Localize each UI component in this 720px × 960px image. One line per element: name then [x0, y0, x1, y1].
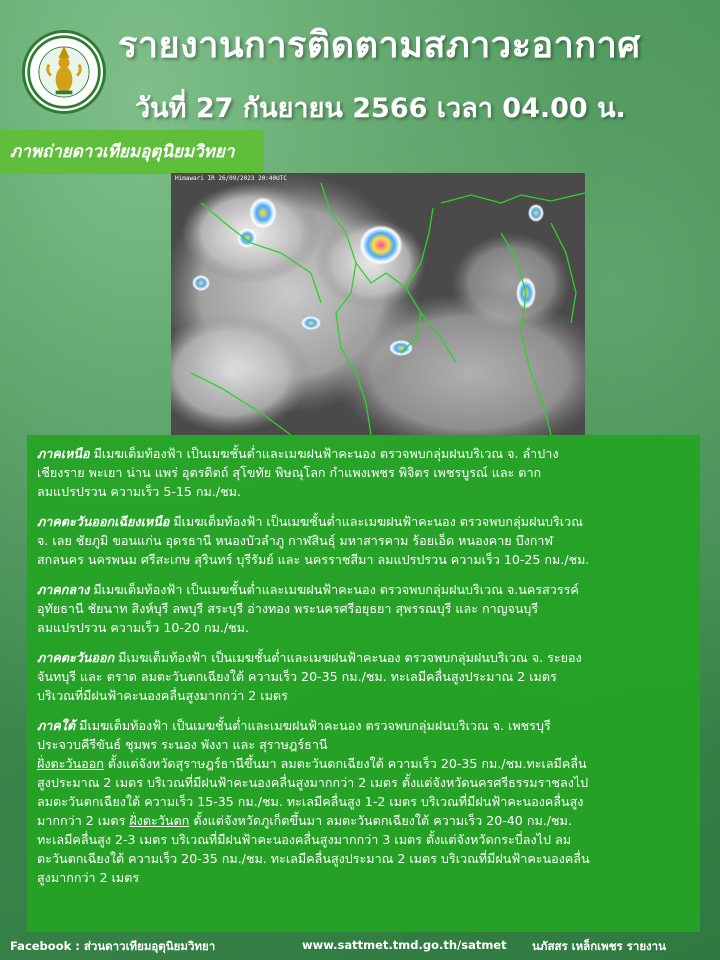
east-coast-label: ฝั่งตะวันออก	[37, 756, 104, 771]
page-title: รายงานการติดตามสภาวะอากาศ	[118, 25, 641, 66]
west-coast-text: ตั้งแต่จังหวัดภูเก็ตขึ้นมา ลมตะวันตกเฉียงใต้ ความเร็ว 20-40 กม./ชม. ทะเลมีคลื่นสูง 2-3 เมตร บริเวณที่มีฝนฟ้าคะนองคลื่นสูงมากกว่า 3 เมตร ตั้งแต่จังหวัดกระบี่ลงไป ลม ตะวันตกเฉียงใต้ ความเร็ว 20-35 กม./ชม. ทะเลมีคลื่นสูงประมาณ 2 เมตร บริเวณที่มีฝนฟ้าคะนองคลื่น สูงมากกว่า 2 เมตร	[37, 813, 590, 885]
region-text: มีเมฆเต็มท้องฟ้า เป็นเมฆชั้นต่ำและเมฆฝนฟ้าคะนอง ตรวจพบกลุ่มฝนบริเวณ จ. เลย ชัยภูมิ ขอนแก่น อุดรธานี หนองบัวลำภู กาฬสินธุ์ มหาสารคาม ร้อยเอ็ด หนองคาย บึงกาฬ สกลนคร นครพนม ศรีสะเกษ สุรินทร์ บุรีรัมย์ และ นครราชสีมา ลมแปรปรวน ความเร็ว 10-25 กม./ชม.	[37, 514, 590, 567]
footer	[0, 936, 720, 956]
satellite-image	[171, 173, 585, 435]
region-north	[37, 444, 690, 501]
satellite-caption: Himawari IR 26/09/2023 20:40UTC	[175, 175, 287, 182]
report-date: วันที่ 27 กันยายน 2566 เวลา 04.00 น.	[135, 93, 626, 124]
region-text: มีเมฆเต็มท้องฟ้า เป็นเมฆชั้นต่ำและเมฆฝนฟ้าคะนอง ตรวจพบกลุ่มฝนบริเวณ จ. ระยอง จันทบุรี และ ตราด ลมตะวันตกเฉียงใต้ ความเร็ว 20-35 กม./ชม. ทะเลมีคลื่นสูงประมาณ 2 เมตร บริเวณที่มีฝนฟ้าคะนองคลื่นสูงมากกว่า 2 เมตร	[37, 650, 582, 703]
satellite-map-graphic	[171, 173, 585, 435]
region-central	[37, 580, 690, 637]
region-name: ภาคกลาง	[37, 582, 90, 597]
region-northeast	[37, 512, 690, 569]
west-coast-label: ฝั่งตะวันตก	[129, 813, 190, 828]
region-name: ภาคตะวันออก	[37, 650, 115, 665]
region-name: ภาคใต้	[37, 718, 76, 733]
region-name: ภาคตะวันออกเฉียงเหนือ	[37, 514, 170, 529]
east-coast-text: ตั้งแต่จังหวัดสุราษฎร์ธานีขึ้นมา ลมตะวันตกเฉียงใต้ ความเร็ว 20-35 กม./ชม.ทะเลมีคลื่น สูงประมาณ 2 เมตร บริเวณที่มีฝนฟ้าคะนองคลื่นสูงมากกว่า 2 เมตร ตั้งแต่จังหวัดนครศรีธรรมราชลงไป ลมตะวันตกเฉียงใต้ ความเร็ว 15-35 กม./ชม. ทะเลมีคลื่นสูง 1-2 เมตร บริเวณที่มีฝนฟ้าคะนองคลื่นสูง มากกว่า 2 เมตร	[37, 756, 589, 828]
reporter-credit: นภัสสร เหล็กเพชร รายงาน	[532, 939, 666, 953]
region-text: มีเมฆเต็มท้องฟ้า เป็นเมฆชั้นต่ำและเมฆฝนฟ้าคะนอง ตรวจพบกลุ่มฝนบริเวณ จ. ลำปาง เชียงราย พะเยา น่าน แพร่ อุตรดิตถ์ สุโขทัย พิษณุโลก กำแพงเพชร พิจิตร เพชรบูรณ์ และ ตาก ลมแปรปรวน ความเร็ว 5-15 กม./ชม.	[37, 446, 559, 499]
weather-report-panel	[27, 435, 700, 932]
website-link[interactable]: www.sattmet.tmd.go.th/satmet	[302, 938, 507, 952]
tmd-logo	[22, 30, 106, 114]
tmd-emblem-icon	[25, 33, 103, 111]
region-east	[37, 648, 690, 705]
satellite-section-label: ภาพถ่ายดาวเทียมอุตุนิยมวิทยา	[0, 130, 264, 174]
region-south	[37, 716, 690, 887]
facebook-credit: Facebook : ส่วนดาวเทียมอุตุนิยมวิทยา	[10, 939, 216, 953]
region-text: มีเมฆเต็มท้องฟ้า เป็นเมฆชั้นต่ำและเมฆฝนฟ้าคะนอง ตรวจพบกลุ่มฝนบริเวณ จ. เพชรบุรี ประจวบคีรีขันธ์ ชุมพร ระนอง พังงา และ สุราษฎร์ธานี	[37, 718, 551, 752]
region-text: มีเมฆเต็มท้องฟ้า เป็นเมฆชั้นต่ำและเมฆฝนฟ้าคะนอง ตรวจพบกลุ่มฝนบริเวณ จ.นครสวรรค์ อุทัยธานี ชัยนาท สิงห์บุรี ลพบุรี สระบุรี อ่างทอง พระนครศรีอยุธยา สุพรรณบุรี และ กาญจนบุรี ลมแปรปรวน ความเร็ว 10-20 กม./ชม.	[37, 582, 579, 635]
region-name: ภาคเหนือ	[37, 446, 90, 461]
